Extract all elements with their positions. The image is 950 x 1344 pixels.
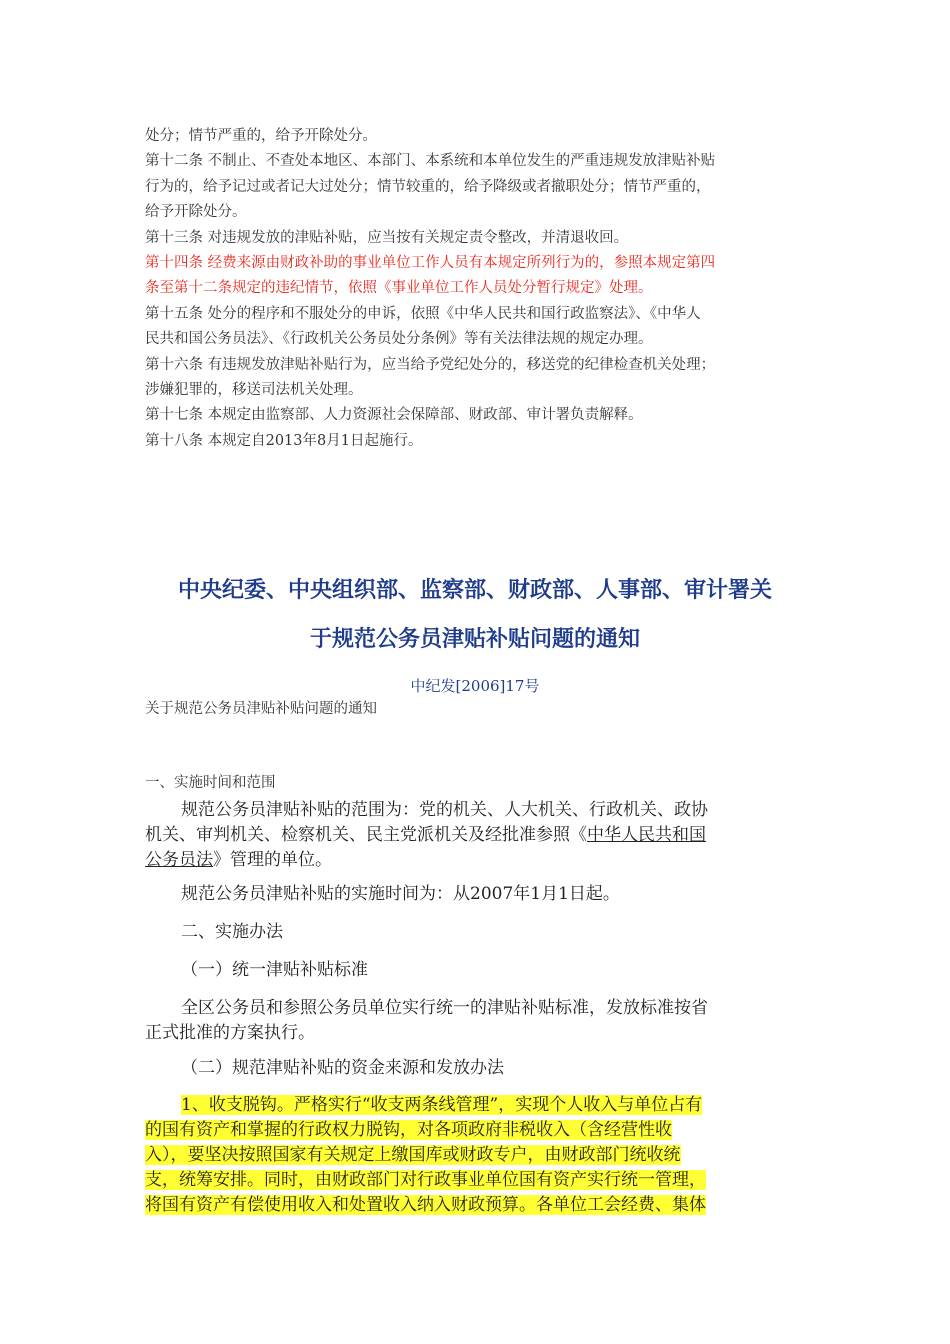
article-line-red: 条至第十二条规定的违纪情节，依照《事业单位工作人员处分暂行规定》处理。 <box>145 280 653 297</box>
sub1-heading <box>145 958 785 983</box>
paragraph-line: 规范公务员津贴补贴的实施时间为：从2007年1月1日起。 <box>181 884 620 904</box>
highlight-text: 支，统筹安排。同时，由财政部门对行政事业单位国有资产实行统一管理， <box>145 1170 706 1190</box>
article-line: 第十五条 处分的程序和不服处分的申诉，依照《中华人民共和国行政监察法》、《中华人 <box>145 305 701 322</box>
sub1-paragraph <box>145 996 785 1046</box>
notice-subtitle: 关于规范公务员津贴补贴问题的通知 <box>145 701 377 717</box>
highlighted-paragraph <box>145 1093 785 1218</box>
civil-servant-law-link[interactable]: 中华人民共和国 <box>587 825 706 845</box>
document-number: 中纪发[2006]17号 <box>410 677 540 695</box>
heading-line: （一）统一津贴补贴标准 <box>181 960 368 980</box>
article-line: 涉嫌犯罪的，移送司法机关处理。 <box>145 381 363 398</box>
article-line-red: 第十四条 经费来源由财政补助的事业单位工作人员有本规定所列行为的，参照本规定第四 <box>145 254 716 271</box>
paragraph-text: 机关、审判机关、检察机关、民主党派机关及经批准参照《 <box>145 825 587 845</box>
paragraph-line: 正式批准的方案执行。 <box>145 1023 315 1043</box>
highlight-text: 入），要坚决按照国家有关规定上缴国库或财政专户，由财政部门统收统 <box>145 1145 681 1165</box>
article-line: 第十八条 本规定自2013年8月1日起施行。 <box>145 432 423 449</box>
highlight-text: 1、收支脱钩。严格实行“收支两条线管理”，实现个人收入与单位占有 <box>181 1095 703 1115</box>
implementation-time <box>145 882 785 907</box>
highlighted-line <box>145 1118 785 1143</box>
paragraph-text: 》管理的单位。 <box>213 850 332 870</box>
article-line: 处分；情节严重的，给予开除处分。 <box>145 128 377 144</box>
heading-line: （二）规范津贴补贴的资金来源和发放办法 <box>181 1058 504 1078</box>
highlighted-line <box>145 1143 785 1168</box>
article-line: 民共和国公务员法》、《行政机关公务员处分条例》等有关法律法规的规定办理。 <box>145 331 653 348</box>
paragraph-line: 规范公务员津贴补贴的范围为：党的机关、人大机关、行政机关、政协 <box>181 800 708 820</box>
paragraph-line: 全区公务员和参照公务员单位实行统一的津贴补贴标准，发放标准按省 <box>181 998 708 1018</box>
highlight-text: 将国有资产有偿使用收入和处置收入纳入财政预算。各单位工会经费、集体 <box>145 1195 706 1215</box>
highlighted-line <box>145 1093 785 1118</box>
article-line: 第十七条 本规定由监察部、人力资源社会保障部、财政部、审计署负责解释。 <box>145 407 643 424</box>
notice-title-line2: 于规范公务员津贴补贴问题的通知 <box>309 627 640 652</box>
article-line: 第十六条 有违规发放津贴补贴行为，应当给予党纪处分的，移送党的纪律检查机关处理； <box>145 356 716 373</box>
article-line: 给予开除处分。 <box>145 204 247 221</box>
heading-line: 二、实施办法 <box>181 922 283 942</box>
regulation-articles <box>145 124 815 454</box>
article-line: 第十三条 对违规发放的津贴补贴，应当按有关规定责令整改，并清退收回。 <box>145 229 629 246</box>
article-line: 行为的，给予记过或者记大过处分；情节较重的，给予降级或者撤职处分；情节严重的， <box>145 178 711 195</box>
highlight-text: 的国有资产和掌握的行政权力脱钩，对各项政府非税收入（含经营性收 <box>145 1120 672 1140</box>
notice-title-line1: 中央纪委、中央组织部、监察部、财政部、人事部、审计署关 <box>177 578 772 603</box>
article-line: 第十二条 不制止、不查处本地区、本部门、本系统和本单位发生的严重违规发放津贴补贴 <box>145 153 716 170</box>
paragraph-line <box>145 848 785 873</box>
sub2-heading <box>145 1056 785 1081</box>
section2-heading <box>145 920 785 945</box>
scope-paragraph <box>145 798 785 873</box>
section1-heading: 一、实施时间和范围 <box>145 775 276 791</box>
highlighted-line <box>145 1193 785 1218</box>
highlighted-line <box>145 1168 785 1193</box>
paragraph-line <box>145 823 785 848</box>
civil-servant-law-link[interactable]: 公务员法 <box>145 850 213 870</box>
